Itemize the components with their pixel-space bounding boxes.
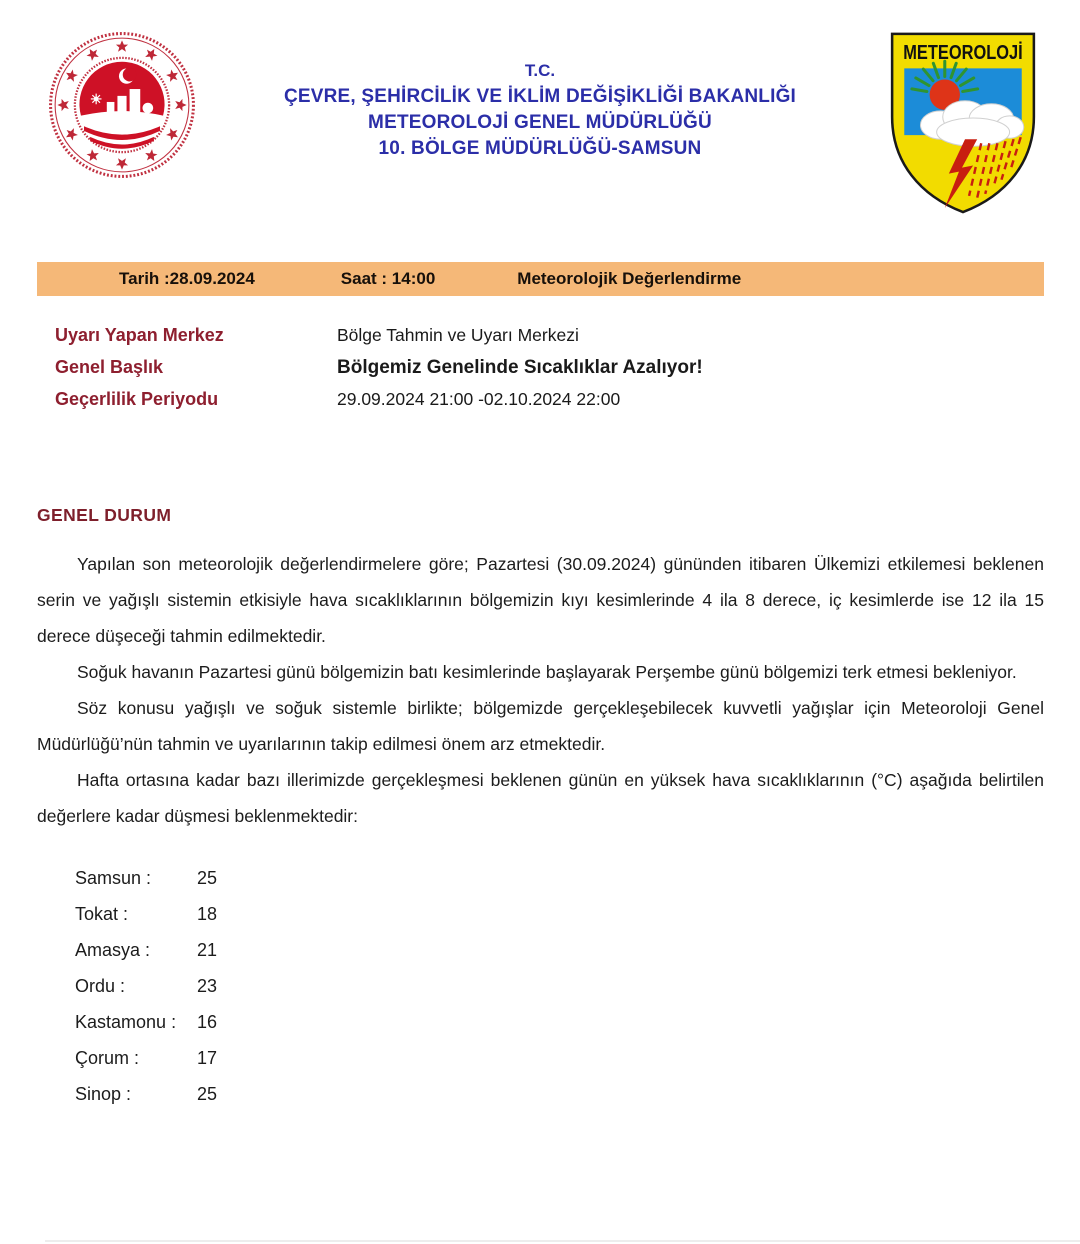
city-name: Ordu [75,975,116,996]
list-item [75,1076,1080,1112]
title-directorate: METEOROLOJİ GENEL MÜDÜRLÜĞÜ [368,112,712,133]
ministry-seal-icon [46,26,198,184]
city-colon: : [115,975,126,996]
seal-book-base [84,126,160,148]
title-region: 10. BÖLGE MÜDÜRLÜĞÜ-SAMSUN [378,138,702,159]
time-label: Saat : 14:00 [340,269,436,288]
paragraph-2: Soğuk havanın Pazartesi günü bölgemizin batı kesimlerinde başlayarak Perşembe günü bölgemizi terk etmesi bekleniyor. [77,662,1017,682]
sparkle-icon [91,94,102,105]
city-temp-value: 25 [197,1083,218,1104]
paragraph-4: Hafta ortasına kadar bazı illerimizde gerçekleşmesi beklenen günün en yüksek hava sıcaklıklarının (°C) aşağıda belirtilen değerlere kadar düşmesi beklenmektedir: [37,770,1044,826]
meta-bar [37,262,1044,296]
list-item [75,896,1080,932]
city-name: Tokat [75,903,119,924]
list-item [75,968,1080,1004]
city-colon: : [129,1047,140,1068]
city-temp-value: 21 [197,939,218,960]
city-name: Kastamonu [75,1011,167,1032]
title-ministry: ÇEVRE, ŞEHİRCİLİK VE İKLİM DEĞİŞİKLİĞİ BAKANLIĞI [283,86,797,107]
list-item [75,932,1080,968]
paragraph-1: Yapılan son meteorolojik değerlendirmelere göre; Pazartesi (30.09.2024) gününden itibaren Ülkemizi etkilemesi beklenen serin ve yağışlı sistemin etkisiyle hava sıcaklıklarının bölgemizin kıyı kesimlerinde 4 ila 8 derece, iç kesimlerde ise 12 ila 15 derece düşeceği tahmin edilmektedir. [37,554,1044,646]
warning-center-label: Uyarı Yapan Merkez [55,325,224,345]
city-name: Amasya [75,939,141,960]
ministry-seal-logo [46,26,198,184]
city-colon: : [141,867,152,888]
city-temp-value: 23 [197,975,218,996]
city-temp-value: 18 [197,903,218,924]
city-colon: : [166,1011,177,1032]
city-name: Sinop [75,1083,122,1104]
body-text [37,546,1044,834]
section-title-genel-durum: GENEL DURUM [37,505,172,525]
city-temp-value: 17 [197,1047,218,1068]
list-item [75,1004,1080,1040]
validity-period-value: 29.09.2024 21:00 -02.10.2024 22:00 [337,389,621,409]
meteorology-shield-icon [882,24,1044,220]
city-name: Çorum [75,1047,130,1068]
title-tc: T.C. [524,61,556,80]
city-temp-value: 16 [197,1011,218,1032]
document-header [0,0,1080,230]
city-colon: : [118,903,129,924]
shield-title-text: METEOROLOJİ [903,42,1044,65]
city-temp-value: 25 [197,867,218,888]
report-type-label: Meteorolojik Değerlendirme [517,269,742,288]
general-title-label: Genel Başlık [55,357,164,377]
list-item [75,1040,1080,1076]
meteorology-shield-logo [882,24,1044,220]
validity-period-label: Geçerlilik Periyodu [55,389,219,409]
date-label: Tarih :28.09.2024 [119,269,255,288]
city-temperature-list [75,860,1080,1112]
warning-center-value: Bölge Tahmin ve Uyarı Merkezi [337,325,579,345]
info-row-general-title [55,357,1044,389]
city-colon: : [121,1083,132,1104]
info-row-validity-period [55,389,1044,421]
city-name: Samsun [75,867,142,888]
info-block [55,325,1044,421]
list-item [75,860,1080,896]
footer-divider [45,1240,1080,1242]
paragraph-3: Söz konusu yağışlı ve soğuk sistemle birlikte; bölgemizde gerçekleşebilecek kuvvetli yağışlar için Meteoroloji Genel Müdürlüğü’nün tahmin ve uyarılarının takip edilmesi önem arz etmektedir. [37,698,1044,754]
info-row-warning-center [55,325,1044,357]
general-title-value: Bölgemiz Genelinde Sıcaklıklar Azalıyor! [337,357,703,378]
city-colon: : [140,939,151,960]
